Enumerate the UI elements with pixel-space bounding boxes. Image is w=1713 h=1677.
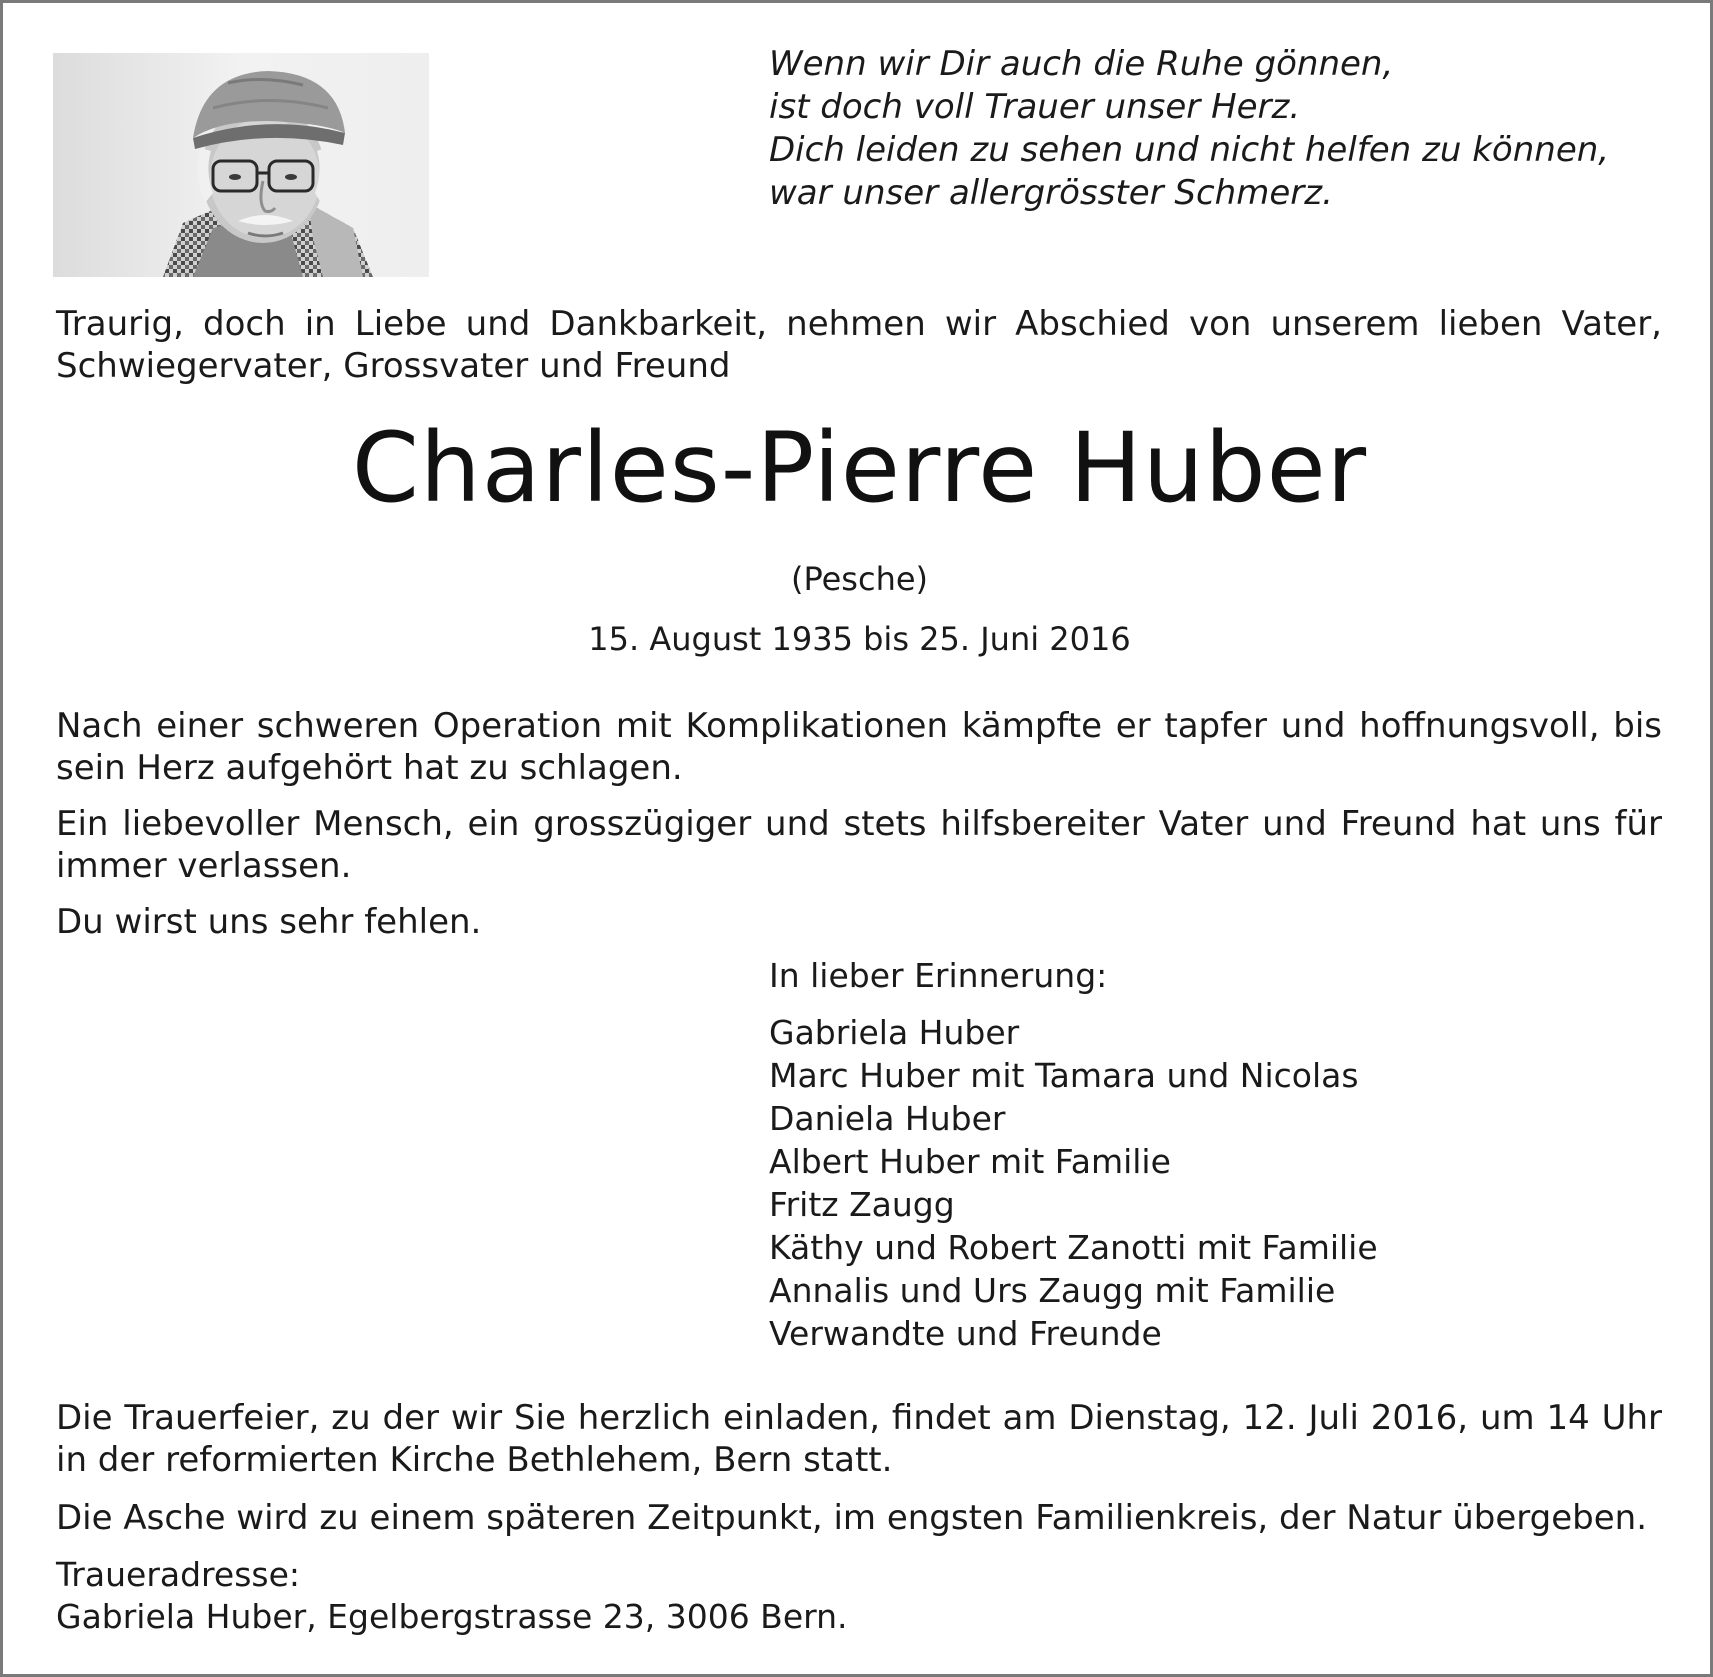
mourner-name: Daniela Huber [769,1099,1006,1138]
memory-heading: In lieber Erinnerung: [769,956,1108,995]
mourners-list [769,1011,1378,1355]
mourner-name: Annalis und Urs Zaugg mit Familie [769,1271,1336,1310]
poem-line: Wenn wir Dir auch die Ruhe gönnen, [769,44,1394,84]
poem-line: ist doch voll Trauer unser Herz. [769,87,1301,127]
mourner-name: Gabriela Huber [769,1013,1020,1052]
ceremony-paragraph: Die Trauerfeier, zu der wir Sie herzlich einladen, findet am Dienstag, 12. Juli 2016, um 14 Uhr in der reformierten Kirche Bethlehem, Bern statt. [56,1398,1662,1480]
mourner-name: Verwandte und Freunde [769,1314,1162,1353]
body-paragraph: Nach einer schweren Operation mit Komplikationen kämpfte er tapfer und hoffnungsvoll, bis sein Herz aufgehört hat zu schlagen. [56,706,1662,788]
mourner-name: Albert Huber mit Familie [769,1142,1171,1181]
mourning-address [56,1554,848,1638]
mourner-name: Käthy und Robert Zanotti mit Familie [769,1228,1378,1267]
deceased-nickname: (Pesche) [790,560,929,598]
life-dates: 15. August 1935 bis 25. Juni 2016 [588,620,1131,658]
portrait-photo [53,53,429,277]
body-paragraph: Ein liebevoller Mensch, ein grosszügiger und stets hilfsbereiter Vater und Freund hat uns für immer verlassen. [56,804,1662,886]
poem-line: Dich leiden zu sehen und nicht helfen zu können, [769,130,1610,170]
mourner-name: Fritz Zaugg [769,1185,955,1224]
intro-text: Traurig, doch in Liebe und Dankbarkeit, nehmen wir Abschied von unserem lieben Vater, Schwiegervater, Grossvater und Freund [56,304,1662,386]
body-paragraph: Du wirst uns sehr fehlen. [56,902,482,942]
deceased-name: Charles-Pierre Huber [351,412,1368,524]
mourner-name: Marc Huber mit Tamara und Nicolas [769,1056,1359,1095]
portrait-image [53,53,429,277]
poem [769,43,1669,215]
address-label: Traueradresse: [56,1555,301,1594]
ashes-paragraph: Die Asche wird zu einem späteren Zeitpunkt, im engsten Familienkreis, der Natur übergeben. [56,1498,1648,1538]
address-value: Gabriela Huber, Egelbergstrasse 23, 3006 Bern. [56,1597,848,1636]
poem-line: war unser allergrösster Schmerz. [769,173,1333,213]
